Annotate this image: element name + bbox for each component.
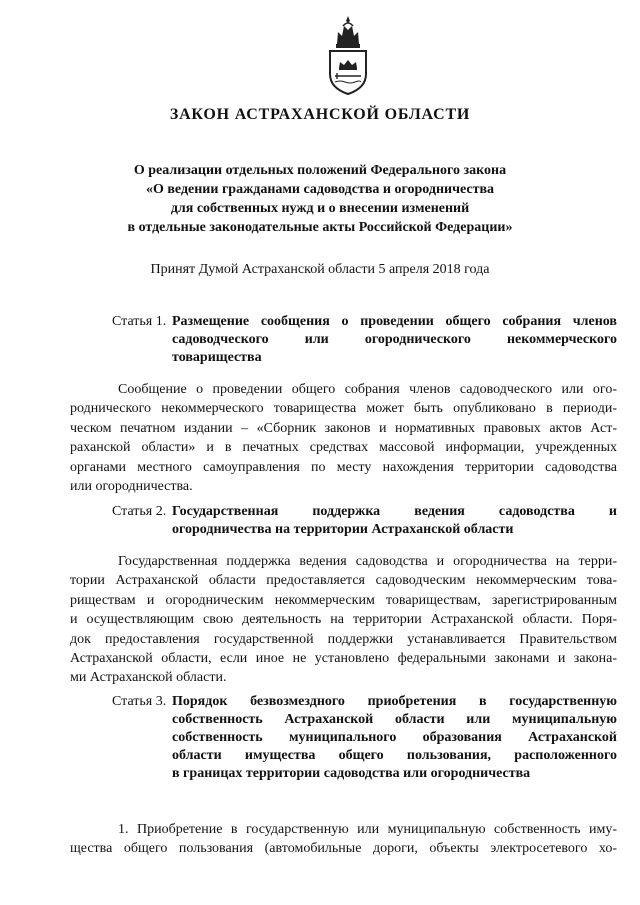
law-subtitle xyxy=(80,161,560,237)
paragraph-line: Сообщение о проведении общего собрания членов садоводческого или ого- xyxy=(118,382,617,397)
subtitle-line: О реализации отдельных положений Федерального закона xyxy=(133,163,507,178)
paragraph-line: Государственная поддержка ведения садоводства и огородничества на терри- xyxy=(118,554,617,569)
paragraph-line: роднического некоммерческого товарищества может быть опубликовано в периоди- xyxy=(70,401,617,417)
article-label: Статья 2. xyxy=(112,504,167,519)
article-label: Статья 1. xyxy=(112,314,167,329)
paragraph-line: ми Астраханской области. xyxy=(70,670,227,686)
paragraph-line: щества общего пользования (автомобильные дороги, объекты электросетевого хо- xyxy=(70,841,617,857)
article-title-line: Размещение сообщения о проведении общего собрания членов xyxy=(172,314,617,329)
article-1-paragraph xyxy=(70,380,617,496)
article-title xyxy=(172,503,617,539)
adoption-note: Принят Думой Астраханской области 5 апреля 2018 года xyxy=(150,262,490,277)
paragraph-line: ческом печатном издании – «Сборник законов и нормативных правовых актов Аст- xyxy=(70,420,617,436)
article-title-line: собственность Астраханской области или муниципальную xyxy=(172,712,617,727)
article-title-line: Государственная поддержка ведения садоводства и xyxy=(172,504,617,519)
article-title-line: огородничества на территории Астраханской области xyxy=(172,522,514,537)
subtitle-line: для собственных нужд и о внесении изменений xyxy=(170,201,470,216)
paragraph-line: риществам и огородническим некоммерческим товариществам, зарегистрированным xyxy=(70,592,617,608)
law-title: ЗАКОН АСТРАХАНСКОЙ ОБЛАСТИ xyxy=(169,106,471,123)
article-title-line: собственность муниципального образования Астраханской xyxy=(172,730,617,745)
paragraph-line: раханской области» и в печатных средствах массовой информации, учрежденных xyxy=(70,440,617,456)
article-label: Статья 3. xyxy=(112,694,167,709)
article-3-paragraph xyxy=(70,820,617,859)
paragraph-line: 1. Приобретение в государственную или муниципальную собственность иму- xyxy=(118,822,617,837)
paragraph-line: тории Астраханской области предоставляется садоводческим некоммерческим това- xyxy=(70,573,617,589)
subtitle-line: в отдельные законодательные акты Российской Федерации» xyxy=(127,220,513,235)
article-title xyxy=(172,313,617,367)
article-title-line: Порядок безвозмездного приобретения в государственную xyxy=(172,694,617,709)
article-title-line: в границах территории садоводства или огородничества xyxy=(172,766,531,781)
paragraph-line: или огородничества. xyxy=(70,479,193,495)
astrakhan-coat-of-arms-icon xyxy=(325,14,371,96)
article-title-line: садоводческого или огороднического некоммерческого xyxy=(172,332,617,347)
paragraph-line: Астраханской области, если иное не установлено федеральными законами и закона- xyxy=(70,651,617,667)
paragraph-line: и осуществляющим свою деятельность на территории Астраханской области. Поря- xyxy=(70,612,617,628)
paragraph-line: органами местного самоуправления по месту нахождения территории садоводства xyxy=(70,459,617,475)
article-2-paragraph xyxy=(70,552,617,688)
article-title-line: области имущества общего пользования, расположенного xyxy=(172,748,617,763)
article-title xyxy=(172,693,617,783)
article-title-line: товарищества xyxy=(172,350,262,365)
subtitle-line: «О ведении гражданами садоводства и огородничества xyxy=(145,182,495,197)
paragraph-line: док предоставления государственной поддержки устанавливается Правительством xyxy=(70,631,617,647)
